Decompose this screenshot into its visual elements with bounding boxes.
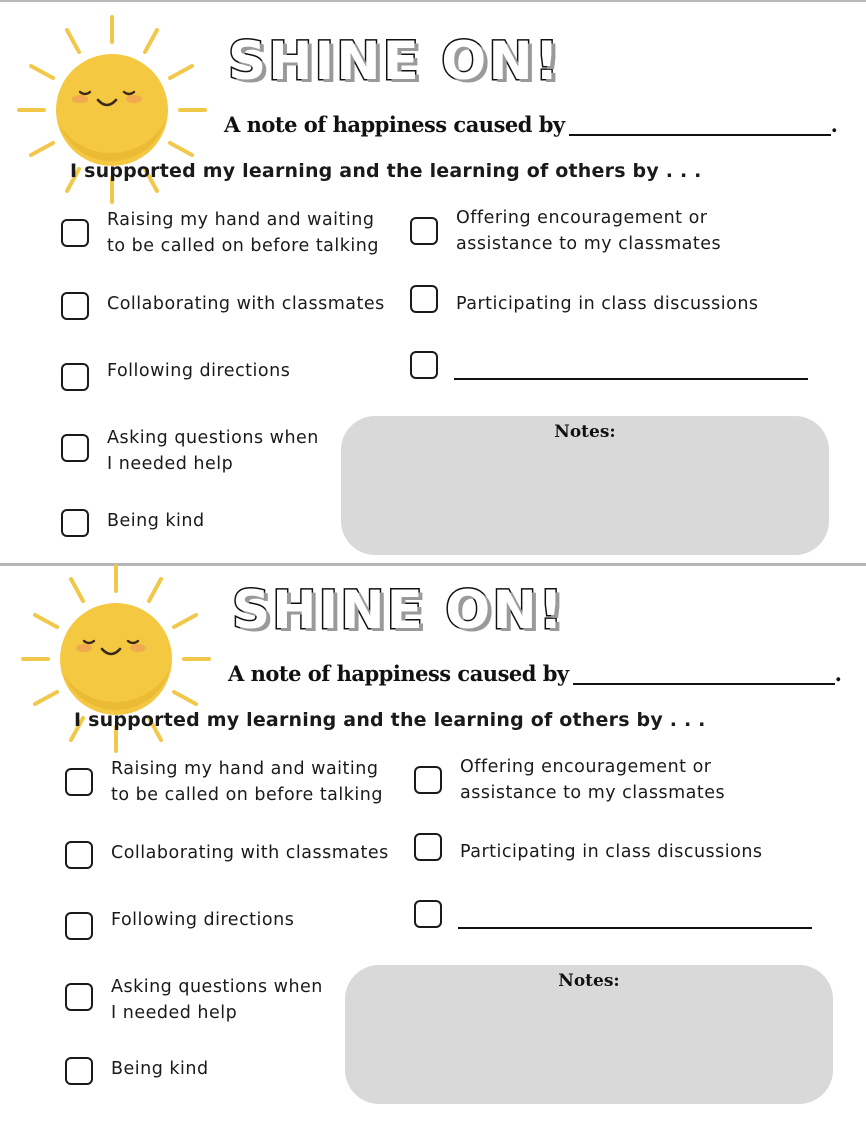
checklist-label: Being kind: [111, 1059, 209, 1079]
custom-item-blank-line[interactable]: [454, 378, 808, 380]
checklist-label-line: Offering encouragement or: [460, 757, 712, 777]
subtitle: [224, 112, 837, 137]
checklist-label: [111, 974, 323, 1026]
checkbox-icon[interactable]: [410, 217, 438, 245]
checklist-label-line: Asking questions when: [111, 977, 323, 997]
notes-label: Notes:: [558, 971, 620, 991]
subtitle: [228, 661, 841, 686]
checklist-label: [107, 425, 319, 477]
checklist-label-line: assistance to my classmates: [456, 234, 722, 254]
page-title: SHINE ON!: [228, 31, 561, 92]
subtitle-text: A note of happiness caused by: [224, 112, 565, 137]
note-card-1: [0, 0, 866, 560]
checklist-label: Collaborating with classmates: [107, 294, 385, 314]
notes-box[interactable]: [341, 416, 829, 555]
checkbox-icon[interactable]: [65, 983, 93, 1011]
subtitle-period: .: [830, 112, 838, 137]
checkbox-icon[interactable]: [410, 351, 438, 379]
checkbox-icon[interactable]: [61, 292, 89, 320]
checklist-label: [107, 207, 379, 259]
checklist-label: Following directions: [111, 910, 295, 930]
checklist-label: Following directions: [107, 361, 291, 381]
checklist-label: Collaborating with classmates: [111, 843, 389, 863]
checkbox-icon[interactable]: [65, 768, 93, 796]
note-card-2: [4, 549, 866, 1109]
notes-label: Notes:: [554, 422, 616, 442]
checklist-label-line: Raising my hand and waiting: [111, 759, 379, 779]
custom-item-blank-line[interactable]: [458, 927, 812, 929]
checklist-label: Participating in class discussions: [460, 842, 763, 862]
checklist-label-line: assistance to my classmates: [460, 783, 726, 803]
notes-box[interactable]: [345, 965, 833, 1104]
name-blank-line[interactable]: [569, 132, 831, 136]
checklist-label: [460, 754, 725, 806]
checklist-label-line: Raising my hand and waiting: [107, 210, 375, 230]
checklist-label-line: to be called on before talking: [111, 785, 383, 805]
page-title: SHINE ON!: [232, 580, 565, 641]
checkbox-icon[interactable]: [61, 363, 89, 391]
checkbox-icon[interactable]: [61, 219, 89, 247]
checklist-label: Participating in class discussions: [456, 294, 759, 314]
checklist-label: Being kind: [107, 511, 205, 531]
checklist-label: [456, 205, 721, 257]
checklist-label-line: to be called on before talking: [107, 236, 379, 256]
lead-text: I supported my learning and the learning of others by . . .: [70, 160, 702, 182]
subtitle-text: A note of happiness caused by: [228, 661, 569, 686]
checklist-label-line: Offering encouragement or: [456, 208, 708, 228]
checklist-label-line: I needed help: [111, 1003, 238, 1023]
checkbox-icon[interactable]: [65, 1057, 93, 1085]
name-blank-line[interactable]: [573, 681, 835, 685]
checklist-label: [111, 756, 383, 808]
sun-icon: [0, 0, 220, 220]
checkbox-icon[interactable]: [61, 509, 89, 537]
checkbox-icon[interactable]: [65, 841, 93, 869]
checkbox-icon[interactable]: [410, 285, 438, 313]
checklist-label-line: Asking questions when: [107, 428, 319, 448]
checkbox-icon[interactable]: [414, 766, 442, 794]
subtitle-period: .: [834, 661, 842, 686]
checklist-label-line: I needed help: [107, 454, 234, 474]
checkbox-icon[interactable]: [61, 434, 89, 462]
lead-text: I supported my learning and the learning of others by . . .: [74, 709, 706, 731]
checkbox-icon[interactable]: [414, 900, 442, 928]
sun-icon: [4, 549, 224, 769]
checkbox-icon[interactable]: [65, 912, 93, 940]
checkbox-icon[interactable]: [414, 833, 442, 861]
